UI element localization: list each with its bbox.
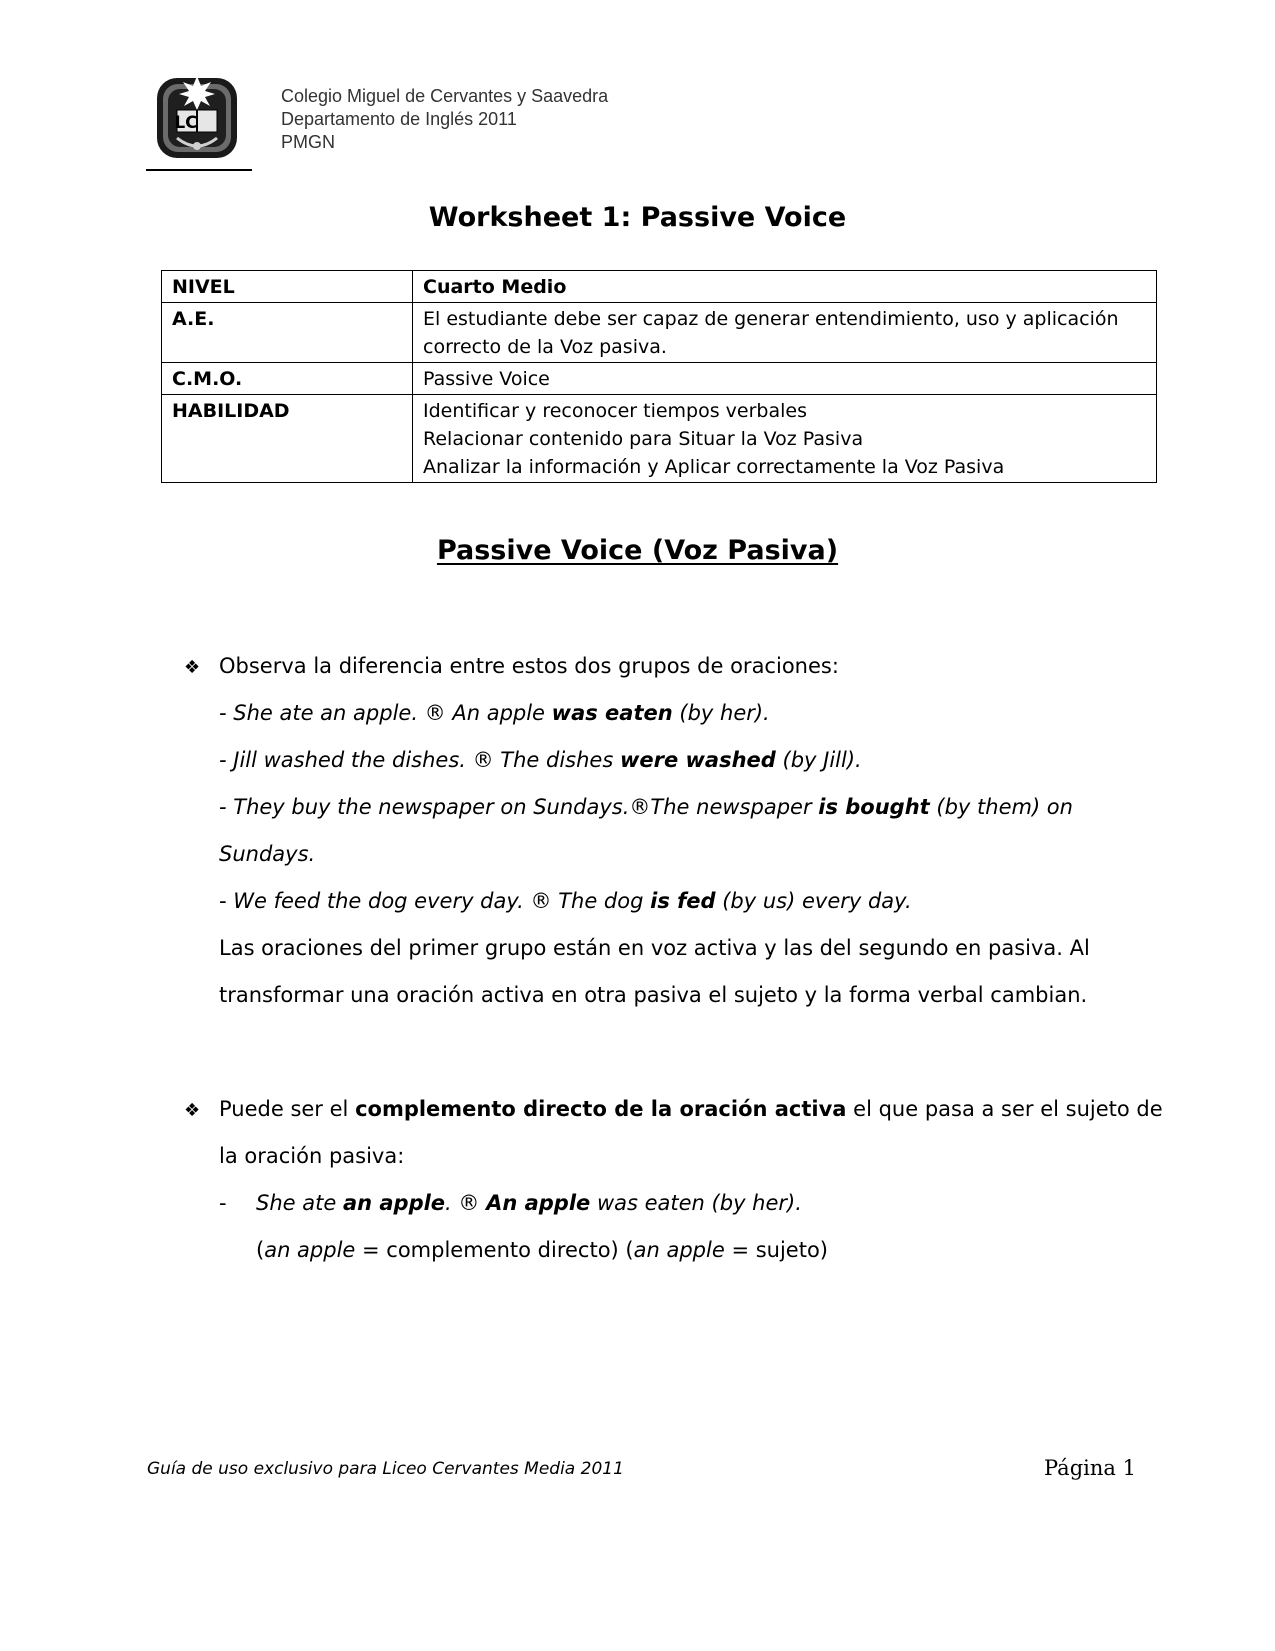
table-key: C.M.O. [162, 363, 413, 395]
school-crest-icon [155, 74, 239, 162]
footer-note: Guía de uso exclusivo para Liceo Cervantes Media 2011 [147, 1459, 624, 1479]
example-verb: is bought [818, 795, 930, 819]
note-text: = sujeto) [724, 1238, 828, 1262]
example-3-continued: Sundays. [219, 842, 316, 866]
example-verb: was eaten [551, 701, 673, 725]
note-text: ( [256, 1238, 265, 1262]
page-number: Página 1 [1044, 1456, 1136, 1480]
example-dash: - [219, 1191, 227, 1215]
bullet-diamond-icon: ❖ [184, 657, 201, 678]
example-text: - Jill washed the dishes. ® The dishes [219, 748, 620, 772]
section-title-text: Passive Voice (Voz Pasiva) [436, 535, 839, 566]
block2-intro-continued: la oración pasiva: [219, 1144, 405, 1168]
table-value [413, 271, 1157, 303]
author-initials: PMGN [281, 132, 335, 152]
logo-underline [146, 169, 252, 171]
department-name: Departamento de Inglés 2011 [281, 109, 517, 129]
example-3 [219, 793, 1073, 821]
table-row [162, 395, 1157, 483]
school-header [281, 85, 608, 154]
table-value [413, 395, 1157, 483]
table-key: NIVEL [162, 271, 413, 303]
table-value-line: Analizar la información y Aplicar correctamente la Voz Pasiva [423, 456, 1005, 478]
table-value-line: Passive Voice [423, 368, 550, 390]
example-text: - They buy the newspaper on Sundays.®The newspaper [219, 795, 819, 819]
info-table [161, 270, 1157, 483]
example-text: - We feed the dog every day. ® The dog [219, 889, 651, 913]
table-value-line: Relacionar contenido para Situar la Voz Pasiva [423, 428, 864, 450]
example-subject: An apple [486, 1191, 591, 1215]
intro-emphasis: complemento directo de la oración activa [355, 1097, 847, 1121]
intro-text: el que pasa a ser el sujeto de [846, 1097, 1163, 1121]
example-text: - She ate an apple. ® An apple [219, 701, 552, 725]
note-term: an apple [264, 1238, 356, 1262]
example-5 [256, 1189, 802, 1217]
table-value-line: Identificar y reconocer tiempos verbales [423, 400, 807, 422]
example-text: She ate [256, 1191, 343, 1215]
crest-monogram-l: LC [174, 113, 198, 133]
example-verb: were washed [619, 748, 776, 772]
table-value [413, 363, 1157, 395]
example-text: (by her). [672, 701, 770, 725]
block2-intro [219, 1095, 1163, 1123]
bullet-diamond-icon: ❖ [184, 1100, 201, 1121]
table-row [162, 303, 1157, 363]
school-name: Colegio Miguel de Cervantes y Saavedra [281, 86, 609, 106]
example-text: (by us) every day. [715, 889, 912, 913]
table-row [162, 271, 1157, 303]
note-text: = complemento directo) ( [355, 1238, 634, 1262]
example-object: an apple [342, 1191, 446, 1215]
example-5-note [256, 1236, 828, 1264]
example-1 [219, 699, 770, 727]
intro-text: Puede ser el [219, 1097, 356, 1121]
example-verb: is fed [650, 889, 716, 913]
table-value-line: El estudiante debe ser capaz de generar entendimiento, uso y aplicación [423, 308, 1119, 330]
example-2 [219, 746, 862, 774]
table-value [413, 303, 1157, 363]
explanation-line-1: Las oraciones del primer grupo están en voz activa y las del segundo en pasiva. Al [219, 936, 1090, 960]
table-key: HABILIDAD [162, 395, 413, 483]
block1-intro: Observa la diferencia entre estos dos grupos de oraciones: [219, 654, 839, 678]
example-4 [219, 887, 912, 915]
example-text: . ® [445, 1191, 487, 1215]
explanation-line-2: transformar una oración activa en otra pasiva el sujeto y la forma verbal cambian. [219, 983, 1088, 1007]
table-key: A.E. [162, 303, 413, 363]
note-term: an apple [633, 1238, 725, 1262]
table-row [162, 363, 1157, 395]
worksheet-title: Worksheet 1: Passive Voice [428, 202, 847, 233]
example-text: (by Jill). [775, 748, 862, 772]
table-value-line: correcto de la Voz pasiva. [423, 336, 667, 358]
example-text: (by them) on [929, 795, 1073, 819]
section-title [0, 535, 1275, 566]
table-value-line: Cuarto Medio [423, 276, 567, 298]
example-text: was eaten (by her). [590, 1191, 802, 1215]
